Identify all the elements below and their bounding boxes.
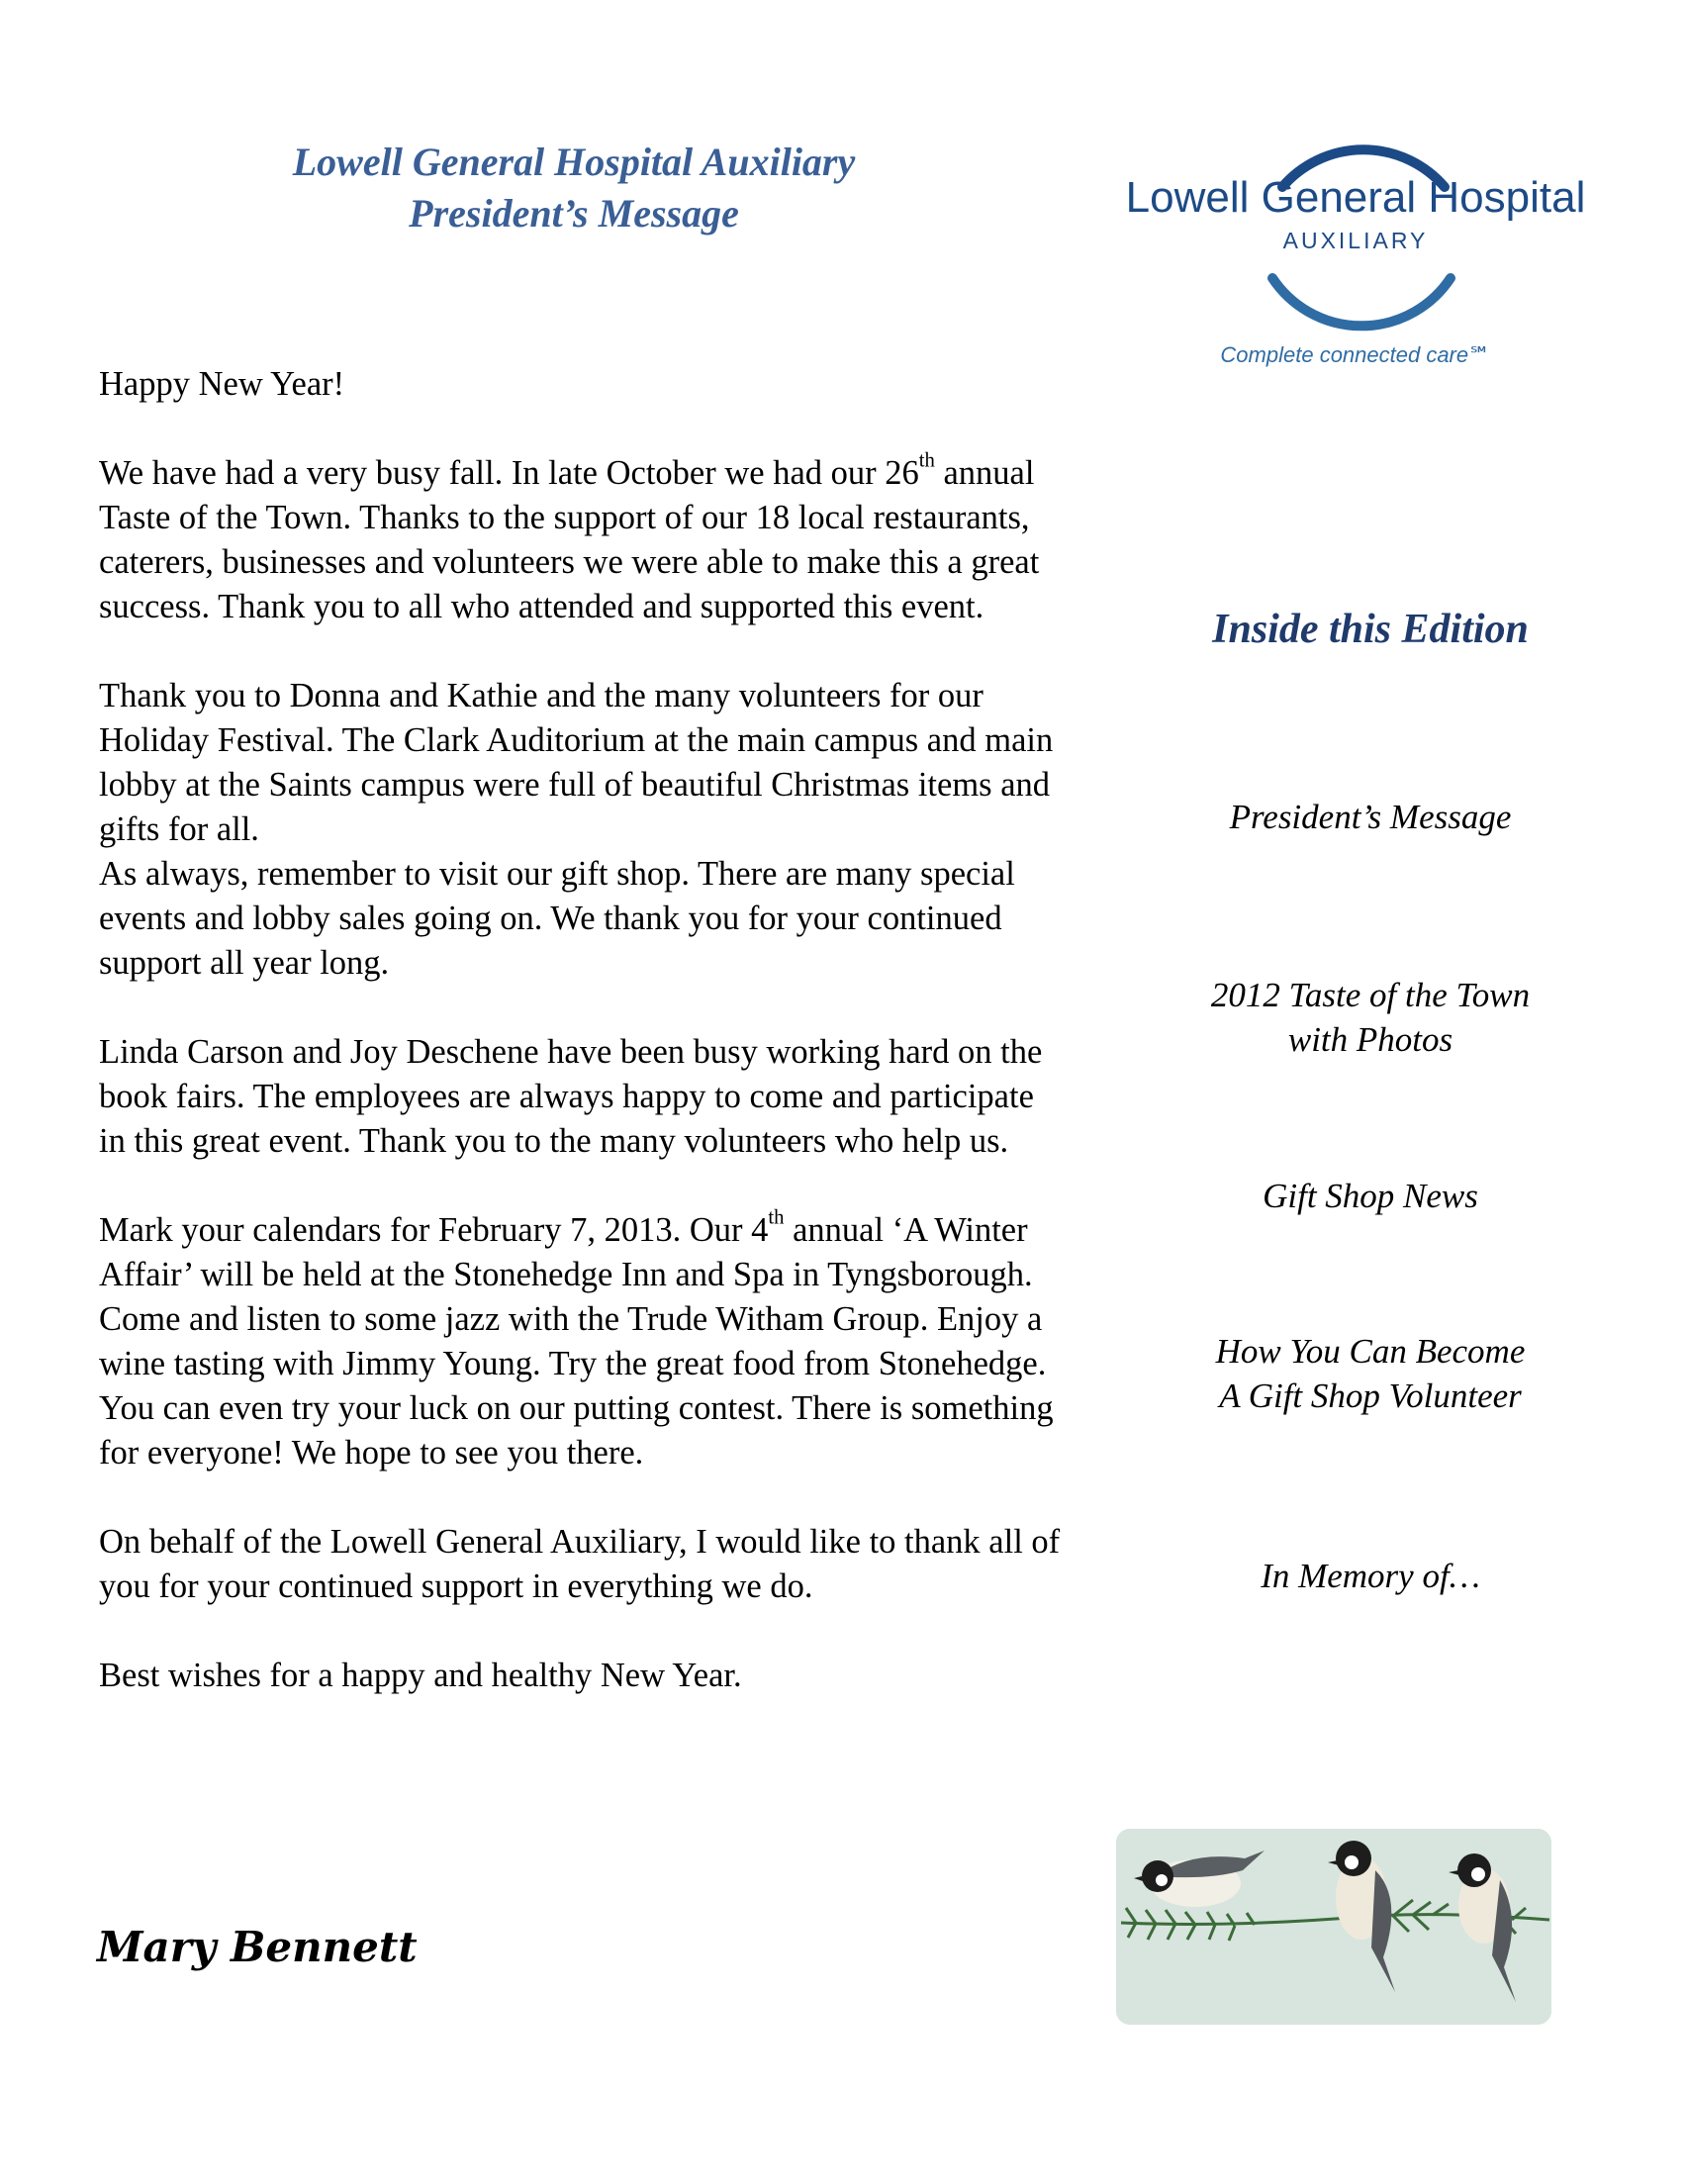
header-page-title: President’s Message [409,191,739,236]
signature: Mary Bennett [97,1923,418,1971]
chickadees-icon [1116,1829,1551,2025]
letter-closing: Best wishes for a happy and healthy New Year. [99,1657,742,1694]
letter-greeting: Happy New Year! [99,365,345,403]
toc-item: Gift Shop News [1263,1177,1478,1215]
newsletter-header [178,137,970,239]
logo-name: Lowell General Hospital [1125,173,1586,222]
header-org-name: Lowell General Hospital Auxiliary [292,140,856,184]
letter-paragraph-4: Linda Carson and Joy Deschene have been busy working hard on the book fairs. The employees are always happy to come and participate in this great event. Thank you to the many volunteers who help us. [99,1033,1043,1160]
letter-paragraph-1: We have had a very busy fall. In late October we had our 26th annual Taste of the Town. Thanks to the support of our 18 local restaurants, caterers, businesses and volunteers we were able to make this a great success. Thank you to all who attended and supported this event. [99,449,1040,625]
toc-item: President’s Message [1229,798,1512,836]
logo-tagline: Complete connected care℠ [1220,342,1491,367]
toc-item: How You Can Become A Gift Shop Volunteer [1215,1332,1526,1415]
hospital-logo [1059,104,1652,381]
toc-item: 2012 Taste of the Town with Photos [1210,976,1531,1059]
letter-paragraph-2: Thank you to Donna and Kathie and the many volunteers for our Holiday Festival. The Clark Auditorium at the main campus and main lobby at the Saints campus were full of beautiful Christmas items and gifts for all. [99,677,1054,848]
presidents-letter [99,362,1069,1743]
letter-paragraph-6: On behalf of the Lowell General Auxiliary, I would like to thank all of you for your continued support in everything we do. [99,1523,1061,1605]
logo-subtitle: AUXILIARY [1282,228,1429,253]
toc-item: In Memory of… [1261,1557,1480,1595]
letter-paragraph-5: Mark your calendars for February 7, 2013. Our 4th annual ‘A Winter Affair’ will be held at the Stonehedge Inn and Spa in Tyngsborough. Come and listen to some jazz with the Trude Witham Group. Enjoy a wine tasting with Jimmy Young. Try the great food from Stonehedge. You can even try your luck on our putting contest. There is something for everyone! We hope to see you there. [99,1206,1054,1472]
chickadees-illustration [1116,1829,1551,2025]
toc-heading: Inside this Edition [1212,607,1529,652]
letter-paragraph-3: As always, remember to visit our gift shop. There are many special events and lobby sales going on. We thank you for your continued support all year long. [99,855,1015,982]
